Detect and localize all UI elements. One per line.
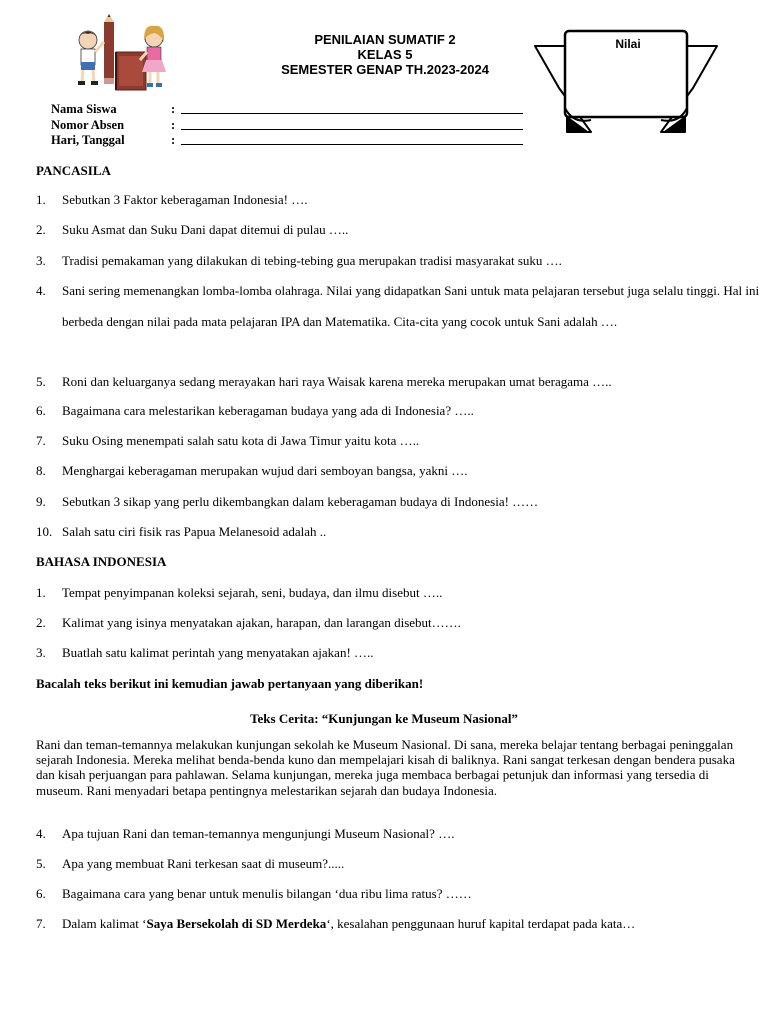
question-number: 4. [36,283,46,298]
absent-number-field[interactable] [181,129,523,130]
student-name-label: Nama Siswa [51,102,117,116]
question-number: 6. [36,403,46,418]
date-field[interactable] [181,144,523,145]
question-text: Suku Osing menempati salah satu kota di Jawa Timur yaitu kota ….. [62,433,420,448]
question-text: Buatlah satu kalimat perintah yang menyatakan ajakan! ….. [62,645,374,660]
question-text: Tradisi pemakaman yang dilakukan di tebing-tebing gua merupakan tradisi masyarakat suku …. [62,253,562,268]
question-text: Tempat penyimpanan koleksi sejarah, seni, budaya, dan ilmu disebut ….. [62,585,443,600]
question-number: 1. [36,192,46,207]
kids-reading-illustration [68,12,174,92]
absent-number-label: Nomor Absen [51,118,125,132]
question-number: 5. [36,856,46,871]
question-text: Salah satu ciri fisik ras Papua Melanesoid adalah .. [62,524,327,539]
question-number: 1. [36,585,46,600]
question-text: Menghargai keberagaman merupakan wujud dari semboyan bangsa, yakni …. [62,463,468,478]
question-number: 6. [36,886,46,901]
question-number: 4. [36,826,46,841]
section-heading-bahasa: BAHASA INDONESIA [36,554,167,569]
question-number: 7. [36,916,46,931]
colon: : [171,133,176,147]
question-number: 3. [36,645,46,660]
question-text: Roni dan keluarganya sedang merayakan hari raya Waisak karena mereka merupakan umat beragama ….. [62,374,612,389]
section-heading-pancasila: PANCASILA [36,163,111,178]
question-number: 2. [36,222,46,237]
story-paragraph: Rani dan teman-temannya melakukan kunjungan sekolah ke Museum Nasional. Di sana, mereka belajar tentang berbagai peninggalan sejarah Indonesia. Mereka melihat benda-benda kuno dan mempelajari kisah di baliknya. Rani sangat terkesan dengan bendera pusaka dan kisah perjuangan para pahlawan. Selama kunjungan, mereka juga membaca berbagai petunjuk dan informasi yang tersedia di museum. Rani menyadari betapa pentingnya melestarikan sejarah dan budaya Indonesia. [36,737,735,798]
question-text: Suku Asmat dan Suku Dani dapat ditemui di pulau ….. [62,222,349,237]
question-text: Apa yang membuat Rani terkesan saat di museum?..... [62,856,345,871]
question-text: Apa tujuan Rani dan teman-temannya mengunjungi Museum Nasional? …. [62,826,455,841]
date-label: Hari, Tanggal [51,133,125,147]
question-number: 7. [36,433,46,448]
student-name-field[interactable] [181,113,523,114]
colon: : [171,118,176,132]
question-number: 10. [36,524,53,539]
question-text-bold: Saya Bersekolah di SD Merdeka [146,916,327,931]
exam-title-line: PENILAIAN SUMATIF 2 [314,32,456,47]
question-number: 9. [36,494,46,509]
question-text: Sebutkan 3 Faktor keberagaman Indonesia! …. [62,192,308,207]
question-number: 5. [36,374,46,389]
question-text [62,916,742,932]
score-label: Nilai [615,37,641,51]
boy-icon [78,31,104,85]
question-text: Sani sering memenangkan lomba-lomba olahraga. Nilai yang didapatkan Sani untuk mata pelajaran tersebut juga selalu tinggi. Hal ini berbeda dengan nilai pada mata pelajaran IPA dan Matematika. Cita-cita yang cocok untuk Sani adalah …. [62,283,760,329]
colon: : [171,102,176,116]
question-text: Kalimat yang isinya menyatakan ajakan, harapan, dan larangan disebut……. [62,615,461,630]
exam-title-line: KELAS 5 [357,47,413,62]
exam-title [230,32,540,77]
question-text: Bagaimana cara melestarikan keberagaman budaya yang ada di Indonesia? ….. [62,403,474,418]
question-number: 8. [36,463,46,478]
exam-title-line: SEMESTER GENAP TH.2023-2024 [281,62,489,77]
question-number: 2. [36,615,46,630]
story-title: Teks Cerita: “Kunjungan ke Museum Nasional” [250,711,518,726]
question-text-post: ‘, kesalahan penggunaan huruf kapital terdapat pada kata… [326,916,636,931]
question-text-pre: Dalam kalimat ‘ [62,916,147,931]
question-text: Bagaimana cara yang benar untuk menulis bilangan ‘dua ribu lima ratus? …… [62,886,472,901]
reading-instruction: Bacalah teks berikut ini kemudian jawab pertanyaan yang diberikan! [36,676,424,691]
question-text: Sebutkan 3 sikap yang perlu dikembangkan dalam keberagaman budaya di Indonesia! …… [62,494,539,509]
question-number: 3. [36,253,46,268]
pencil-icon [104,14,114,84]
